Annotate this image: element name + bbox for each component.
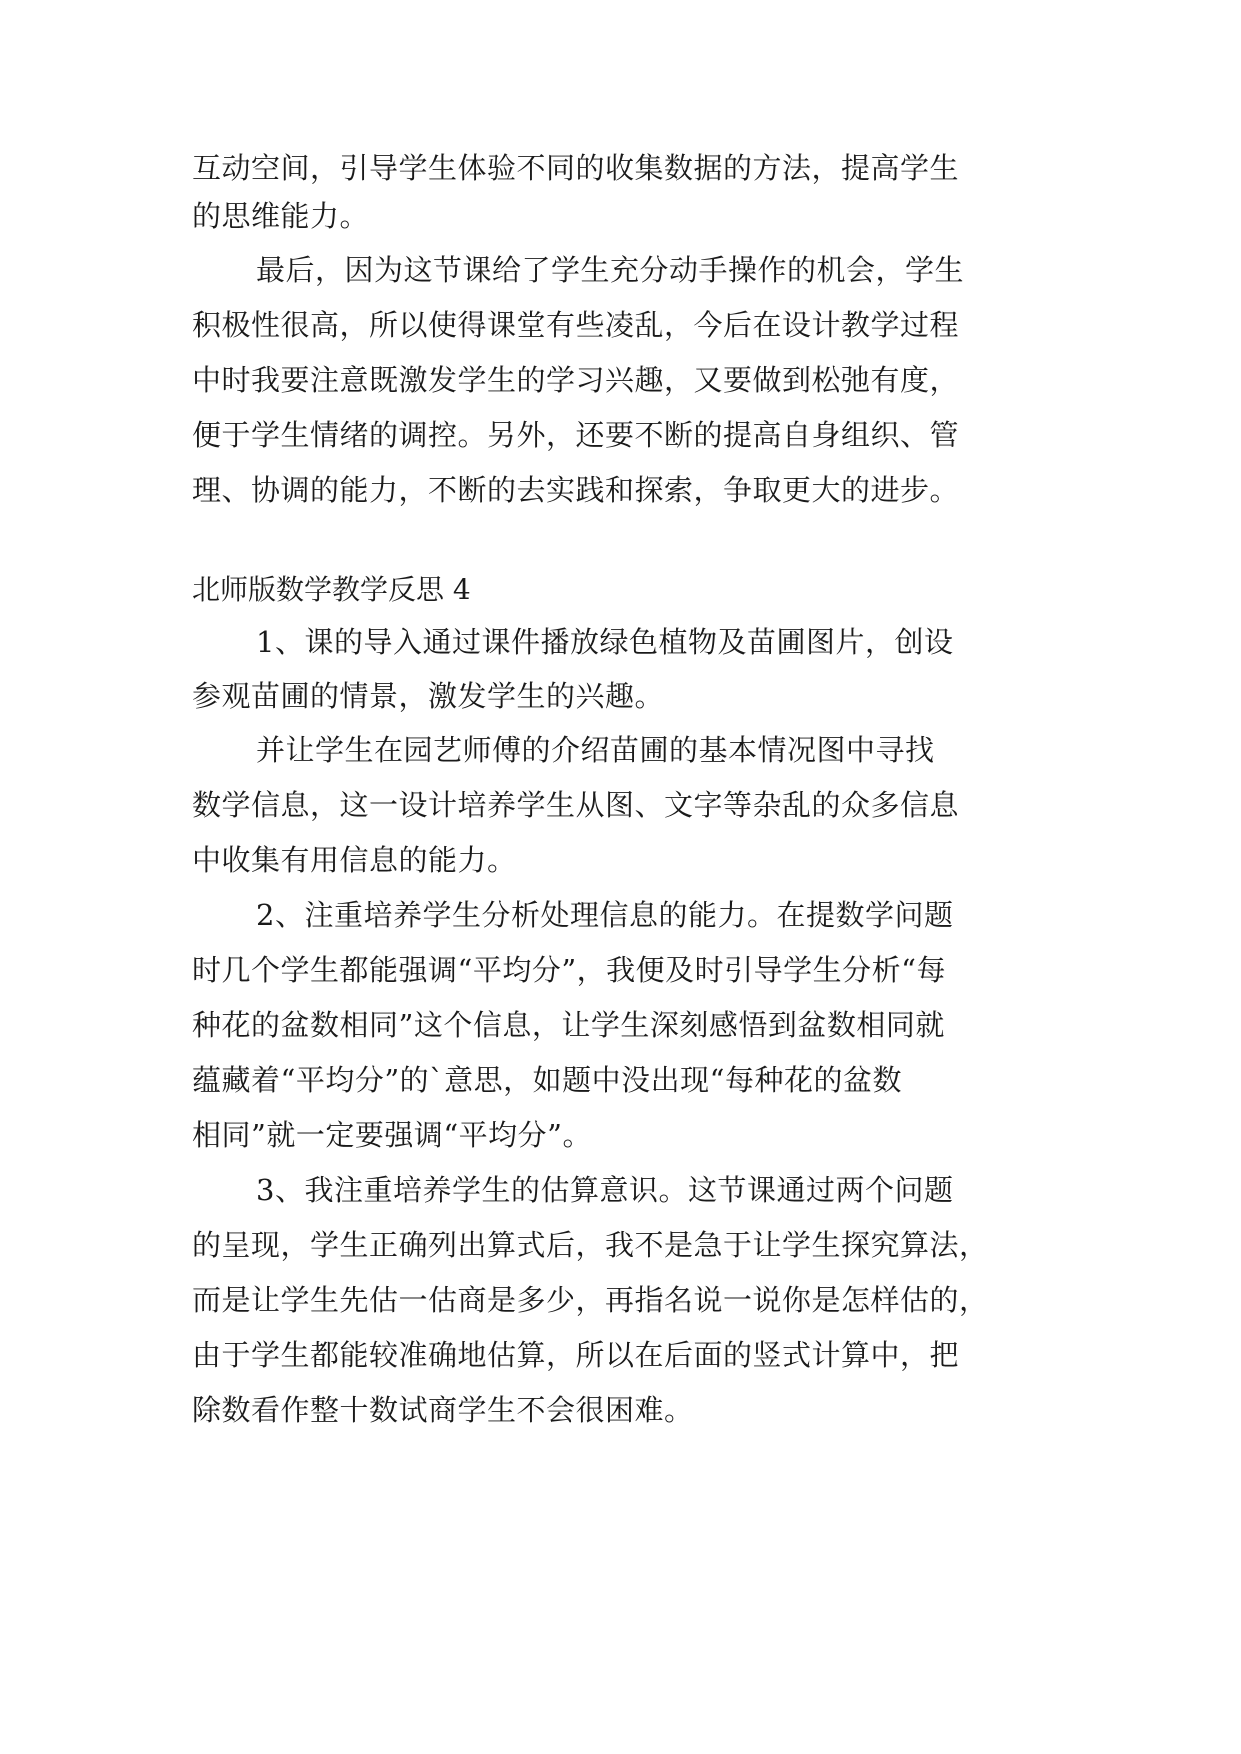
- paragraph-line: 积极性很高，所以使得课堂有些凌乱，今后在设计教学过程: [192, 308, 960, 342]
- section-heading: 北师版数学教学反思 4: [192, 573, 471, 606]
- paragraph-line: 由于学生都能较准确地估算，所以在后面的竖式计算中，把: [192, 1338, 960, 1372]
- paragraph-line: 中收集有用信息的能力。: [192, 843, 517, 877]
- paragraph-line: 的呈现，学生正确列出算式后，我不是急于让学生探究算法，: [192, 1228, 989, 1262]
- paragraph-line: 而是让学生先估一估商是多少，再指名说一说你是怎样估的，: [192, 1283, 989, 1317]
- paragraph-line: 数学信息，这一设计培养学生从图、文字等杂乱的众多信息: [192, 788, 960, 822]
- paragraph-line: 并让学生在园艺师傅的介绍苗圃的基本情况图中寻找: [256, 733, 935, 767]
- paragraph-line: 互动空间，引导学生体验不同的收集数据的方法，提高学生: [192, 151, 960, 185]
- paragraph-line: 便于学生情绪的调控。另外，还要不断的提高自身组织、管: [192, 418, 960, 452]
- paragraph-line: 1、课的导入通过课件播放绿色植物及苗圃图片，创设: [256, 625, 954, 659]
- paragraph-line: 相同”就一定要强调“平均分”。: [192, 1118, 592, 1152]
- paragraph-line: 最后，因为这节课给了学生充分动手操作的机会，学生: [256, 253, 965, 287]
- paragraph-line: 蕴藏着“平均分”的`意思，如题中没出现“每种花的盆数: [192, 1063, 902, 1097]
- paragraph-line: 的思维能力。: [192, 199, 370, 233]
- paragraph-line: 3、我注重培养学生的估算意识。这节课通过两个问题: [256, 1173, 954, 1207]
- paragraph-line: 参观苗圃的情景，激发学生的兴趣。: [192, 679, 665, 713]
- paragraph-line: 种花的盆数相同”这个信息，让学生深刻感悟到盆数相同就: [192, 1008, 945, 1042]
- paragraph-line: 2、注重培养学生分析处理信息的能力。在提数学问题: [256, 898, 954, 932]
- paragraph-line: 中时我要注意既激发学生的学习兴趣，又要做到松弛有度，: [192, 363, 960, 397]
- paragraph-line: 时几个学生都能强调“平均分”，我便及时引导学生分析“每: [192, 953, 946, 987]
- paragraph-line: 理、协调的能力，不断的去实践和探索，争取更大的进步。: [192, 473, 960, 507]
- paragraph-line: 除数看作整十数试商学生不会很困难。: [192, 1393, 694, 1427]
